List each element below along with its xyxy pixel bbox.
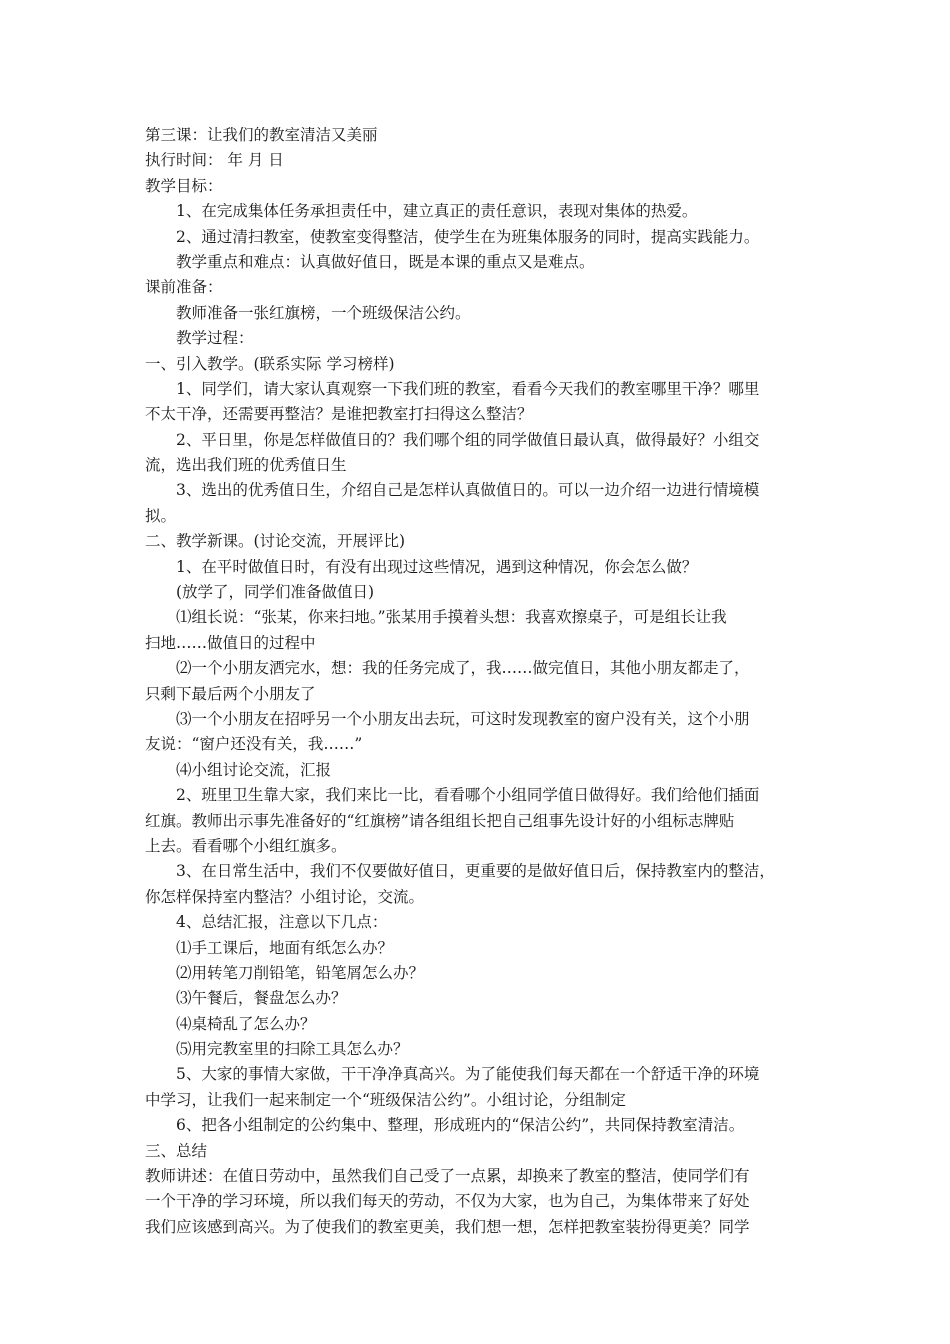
document-line: 流，选出我们班的优秀值日生 (145, 456, 347, 475)
document-line: 三、总结 (145, 1141, 208, 1160)
document-line: ⑶一个小朋友在招呼另一个小朋友出去玩，可这时发现教室的窗户没有关，这个小朋 (176, 709, 750, 728)
document-line: 红旗。教师出示事先准备好的“红旗榜”请各组组长把自己组事先设计好的小组标志牌贴 (145, 811, 735, 830)
document-line: 1、同学们，请大家认真观察一下我们班的教室，看看今天我们的教室哪里干净？哪里 (176, 379, 760, 398)
document-line: 4、总结汇报，注意以下几点： (176, 913, 388, 932)
document-line: 上去。看看哪个小组红旗多。 (145, 836, 347, 855)
document-line: ⑷桌椅乱了怎么办？ (176, 1014, 316, 1033)
document-line: 一、引入教学。(联系实际 学习榜样) (145, 354, 395, 373)
document-line: 教学过程： (176, 329, 254, 348)
document-line: ⑴组长说：“张某，你来扫地。”张某用手摸着头想：我喜欢擦桌子，可是组长让我 (176, 608, 727, 627)
document-line: 6、把各小组制定的公约集中、整理，形成班内的“保洁公约”，共同保持教室清洁。 (176, 1116, 745, 1135)
document-line: 1、在平时做值日时，有没有出现过这些情况，遇到这种情况，你会怎么做？ (176, 557, 698, 576)
document-line: 拟。 (145, 506, 177, 525)
document-line: (放学了，同学们准备做值日) (176, 583, 375, 602)
document-line: 一个干净的学习环境，所以我们每天的劳动，不仅为大家，也为自己，为集体带来了好处 (145, 1192, 750, 1211)
document-line: 友说：“窗户还没有关，我……” (145, 735, 363, 754)
document-line: 3、在日常生活中，我们不仅要做好值日，更重要的是做好值日后，保持教室内的整洁， (176, 862, 775, 881)
document-line: 你怎样保持室内整洁？小组讨论，交流。 (145, 887, 425, 906)
document-line: 第三课：让我们的教室清洁又美丽 (145, 126, 378, 144)
document-line: 2、通过清扫教室，使教室变得整洁，使学生在为班集体服务的同时，提高实践能力。 (176, 227, 760, 246)
document-line: 扫地……做值日的过程中 (145, 633, 316, 652)
document-line: ⑵用转笔刀削铅笔，铅笔屑怎么办？ (176, 963, 425, 982)
document-line: 中学习，让我们一起来制定一个“班级保洁公约”。小组讨论，分组制定 (145, 1090, 626, 1109)
document-line: 教学目标： (145, 176, 223, 195)
document-line: ⑸用完教室里的扫除工具怎么办？ (176, 1040, 409, 1059)
document-line: 2、班里卫生靠大家，我们来比一比，看看哪个小组同学值日做得好。我们给他们插面 (176, 786, 760, 805)
document-line: 教学重点和难点：认真做好值日，既是本课的重点又是难点。 (176, 252, 595, 271)
document-line: 二、教学新课。(讨论交流，开展评比) (145, 532, 406, 551)
document-line: 我们应该感到高兴。为了使我们的教室更美，我们想一想，怎样把教室装扮得更美？同学 (145, 1217, 750, 1236)
document-line: 3、选出的优秀值日生，介绍自己是怎样认真做值日的。可以一边介绍一边进行情境模 (176, 481, 760, 500)
document-line: 教师讲述：在值日劳动中，虽然我们自己受了一点累，却换来了教室的整洁，使同学们有 (145, 1167, 750, 1186)
document-line: ⑷小组讨论交流，汇报 (176, 760, 332, 779)
document-line: ⑵一个小朋友洒完水，想：我的任务完成了，我……做完值日，其他小朋友都走了， (176, 659, 750, 678)
document-line: 5、大家的事情大家做，干干净净真高兴。为了能使我们每天都在一个舒适干净的环境 (176, 1065, 760, 1084)
document-line: ⑴手工课后，地面有纸怎么办？ (176, 938, 394, 957)
document-line: 教师准备一张红旗榜，一个班级保洁公约。 (176, 303, 471, 322)
document-line: 1、在完成集体任务承担责任中，建立真正的责任意识，表现对集体的热爱。 (176, 202, 698, 221)
document-line: 执行时间： 年 月 日 (145, 151, 284, 170)
document-line: 只剩下最后两个小朋友了 (145, 684, 316, 703)
document-line: ⑶午餐后，餐盘怎么办？ (176, 989, 347, 1008)
document-line: 不太干净，还需要再整洁？是谁把教室打扫得这么整洁？ (145, 405, 533, 424)
document-line: 课前准备： (145, 278, 223, 297)
document-page (145, 123, 817, 1240)
document-line: 2、平日里，你是怎样做值日的？我们哪个组的同学做值日最认真，做得最好？小组交 (176, 430, 760, 449)
